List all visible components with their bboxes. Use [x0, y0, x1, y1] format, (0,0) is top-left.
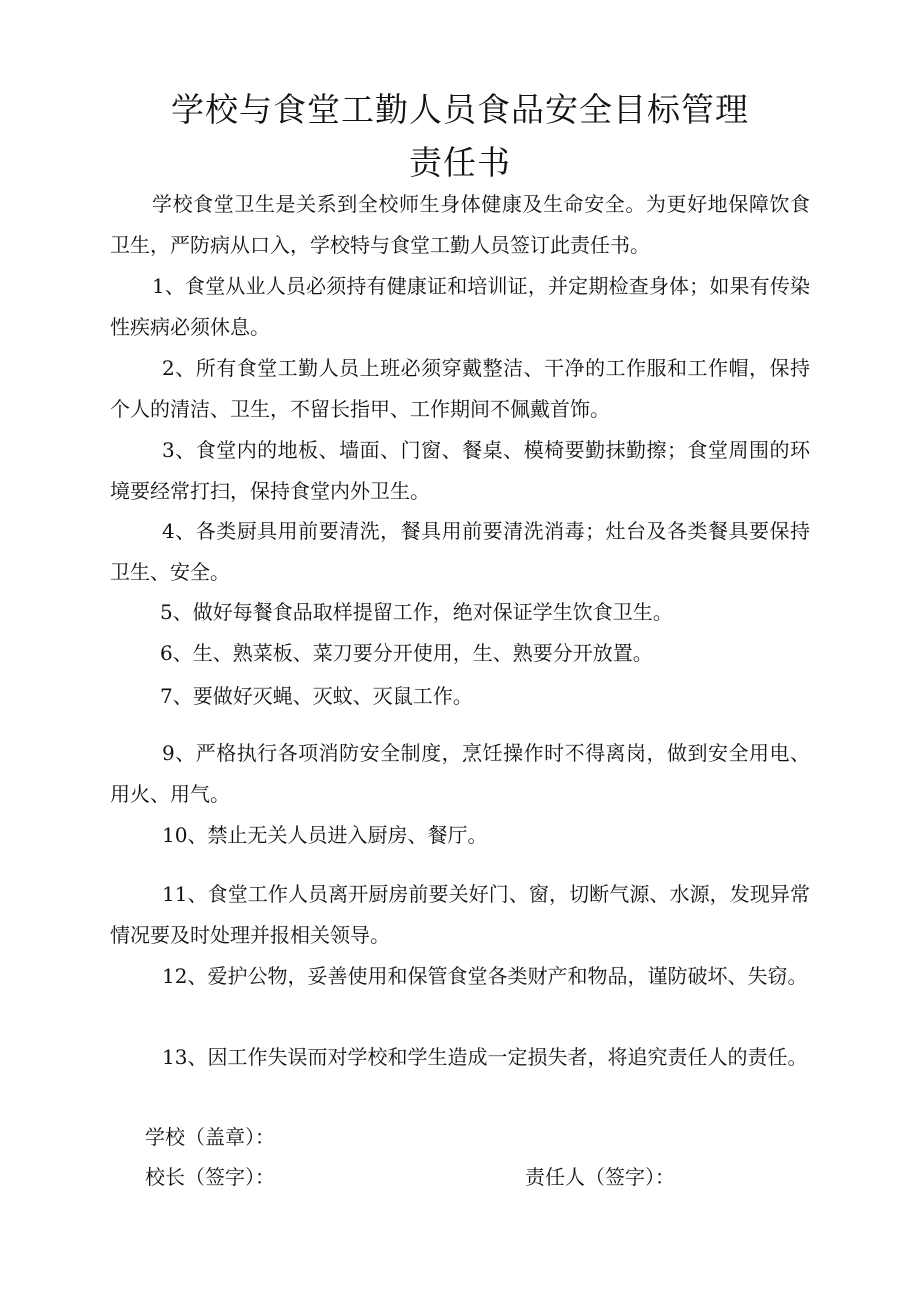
clause-12: 12、爱护公物，妥善使用和保管食堂各类财产和物品，谨防破坏、失窃。 — [162, 964, 808, 988]
clause-11: 11、食堂工作人员离开厨房前要关好门、窗，切断气源、水源，发现异常情况要及时处理并报相关领导。 — [110, 882, 810, 947]
clause-13: 13、因工作失误而对学校和学生造成一定损失者，将追究责任人的责任。 — [162, 1045, 808, 1069]
document-title-line-2: 责任书 — [409, 143, 511, 182]
clause-7: 7、要做好灭蝇、灭蚊、灭鼠工作。 — [160, 684, 473, 708]
clause-4: 4、各类厨具用前要清洗，餐具用前要清洗消毒；灶台及各类餐具要保持卫生、安全。 — [110, 519, 810, 584]
responsible-person-signature-line: 责任人（签字）： — [525, 1165, 675, 1189]
clause-5: 5、做好每餐食品取样提留工作，绝对保证学生饮食卫生。 — [160, 600, 673, 624]
clause-10: 10、禁止无关人员进入厨房、餐厅。 — [162, 823, 488, 847]
clause-9: 9、严格执行各项消防安全制度，烹饪操作时不得离岗，做到安全用电、用火、用气。 — [110, 741, 810, 806]
principal-signature-line: 校长（签字）： — [145, 1165, 275, 1189]
document-title-line-1: 学校与食堂工勤人员食品安全目标管理 — [171, 90, 749, 129]
clause-6: 6、生、熟菜板、菜刀要分开使用，生、熟要分开放置。 — [160, 641, 653, 665]
school-seal-line: 学校（盖章）： — [145, 1125, 275, 1149]
intro-paragraph: 学校食堂卫生是关系到全校师生身体健康及生命安全。为更好地保障饮食卫生，严防病从口入，学校特与食堂工勤人员签订此责任书。 — [110, 192, 810, 257]
clause-1: 1、食堂从业人员必须持有健康证和培训证，并定期检查身体；如果有传染性疾病必须休息。 — [110, 274, 810, 339]
clause-2: 2、所有食堂工勤人员上班必须穿戴整洁、干净的工作服和工作帽，保持个人的清洁、卫生，不留长指甲、工作期间不佩戴首饰。 — [110, 356, 810, 421]
clause-3: 3、食堂内的地板、墙面、门窗、餐桌、模椅要勤抹勤擦；食堂周围的环境要经常打扫，保持食堂内外卫生。 — [110, 438, 810, 503]
